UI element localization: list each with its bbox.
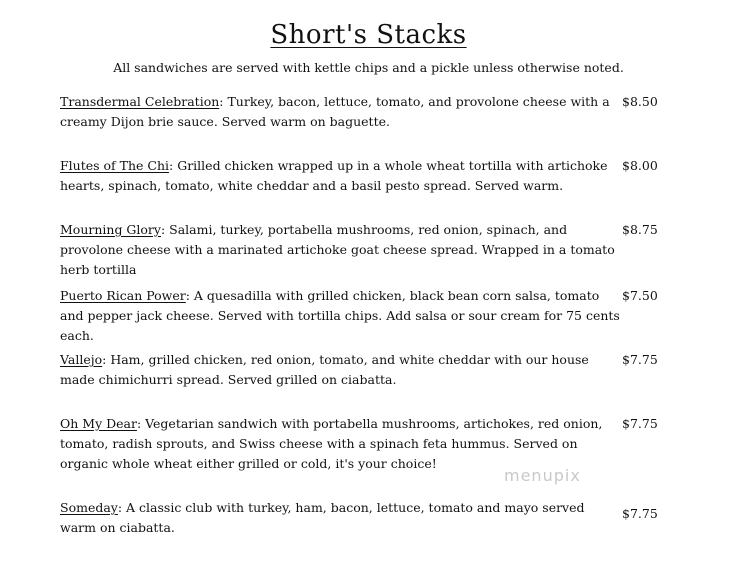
menu-item-price: $8.00 (622, 158, 658, 173)
menu-item-description: : Vegetarian sandwich with portabella mushrooms, artichokes, red onion, tomato, radish sprouts, and Swiss cheese with a spinach feta hummus. Served on organic whole wheat either grilled or cold, it's your choice! (60, 416, 603, 471)
menu-item-price: $7.75 (622, 416, 658, 431)
menu-item-name: Someday (60, 500, 118, 515)
menu-item (60, 92, 620, 132)
menu-item-price: $7.50 (622, 288, 658, 303)
menu-item-description: : Grilled chicken wrapped up in a whole wheat tortilla with artichoke hearts, spinach, tomato, white cheddar and a basil pesto spread. Served warm. (60, 158, 608, 193)
menu-item-description: : Ham, grilled chicken, red onion, tomato, and white cheddar with our house made chimichurri spread. Served grilled on ciabatta. (60, 352, 589, 387)
menu-item-description: : Salami, turkey, portabella mushrooms, red onion, spinach, and provolone cheese with a marinated artichoke goat cheese spread. Wrapped in a tomato herb tortilla (60, 222, 615, 277)
menu-item-price: $8.75 (622, 222, 658, 237)
menu-item-name: Transdermal Celebration (60, 94, 220, 109)
menu-item-name: Oh My Dear (60, 416, 137, 431)
menu-title: Short's Stacks (270, 20, 467, 50)
menu-item-name: Flutes of The Chi (60, 158, 170, 173)
menu-item (60, 286, 620, 346)
menu-item-name: Puerto Rican Power (60, 288, 186, 303)
menu-item-description: : A quesadilla with grilled chicken, black bean corn salsa, tomato and pepper jack cheese. Served with tortilla chips. Add salsa or sour cream for 75 cents each. (60, 288, 620, 343)
menu-item-description: : A classic club with turkey, ham, bacon, lettuce, tomato and mayo served warm on ciabatta. (60, 500, 585, 535)
menu-item-price: $7.75 (622, 506, 658, 521)
menu-item-price: $7.75 (622, 352, 658, 367)
menu-item (60, 350, 620, 390)
menu-subtitle: All sandwiches are served with kettle chips and a pickle unless otherwise noted. (113, 60, 624, 75)
menu-item (60, 414, 620, 474)
menu-item (60, 498, 620, 538)
menu-item (60, 156, 620, 196)
menu-item-name: Mourning Glory (60, 222, 161, 237)
menu-item-name: Vallejo (60, 352, 103, 367)
menu-item-description: : Turkey, bacon, lettuce, tomato, and provolone cheese with a creamy Dijon brie sauce. Served warm on baguette. (60, 94, 610, 129)
menu-item-price: $8.50 (622, 94, 658, 109)
menu-item (60, 220, 620, 280)
watermark: menupix (504, 466, 581, 485)
